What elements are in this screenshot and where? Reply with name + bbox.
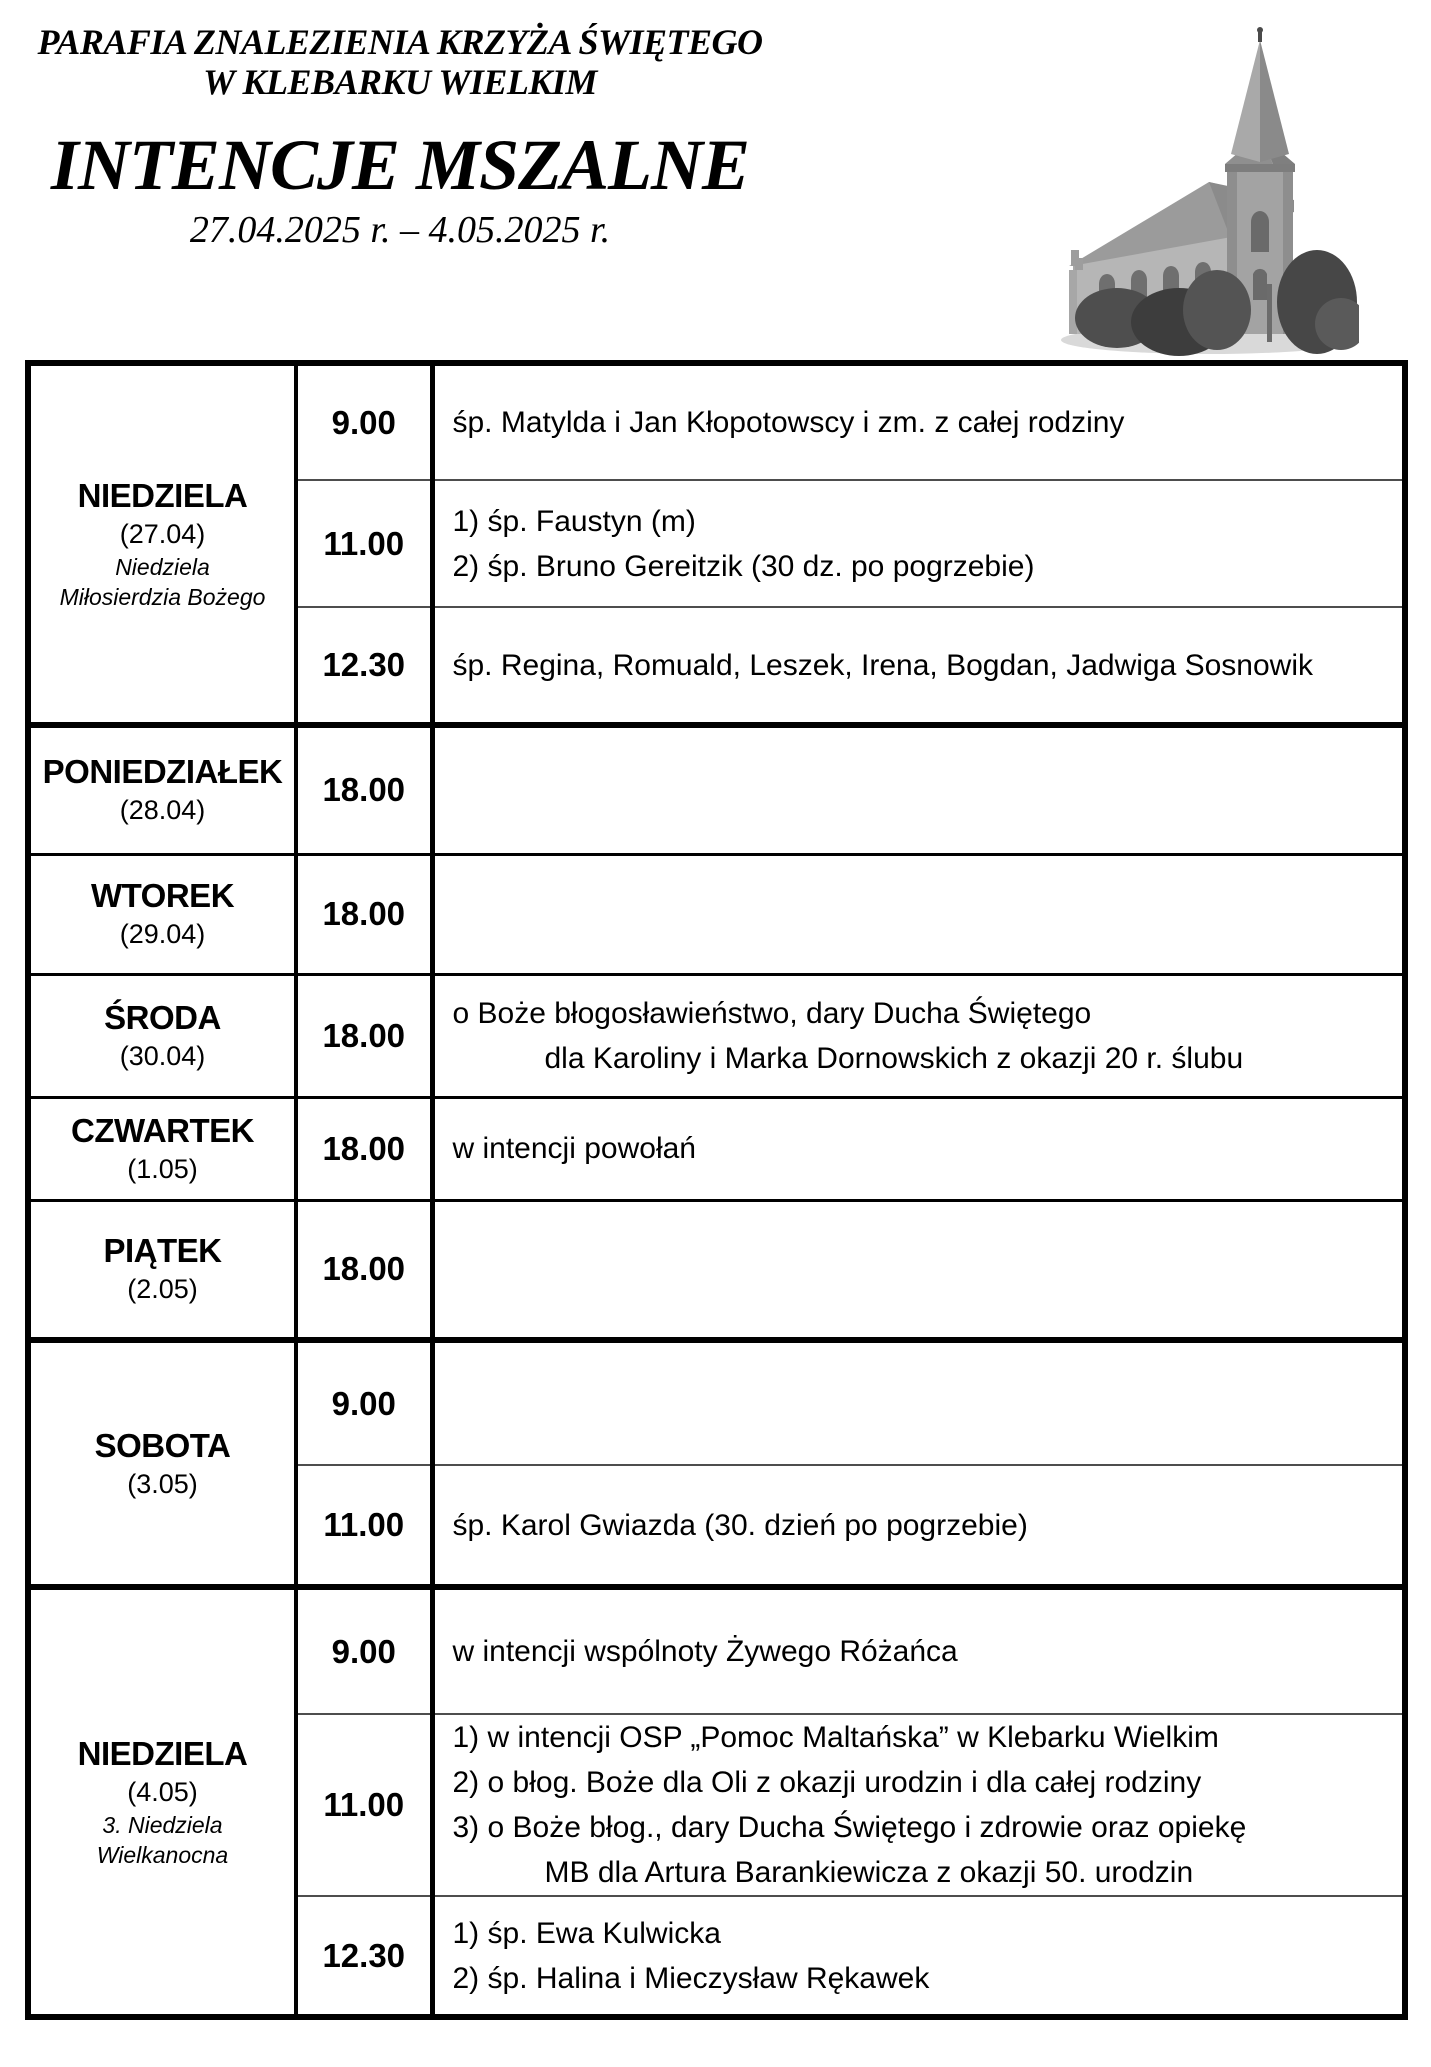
date-range: 27.04.2025 r. – 4.05.2025 r. <box>189 209 611 251</box>
page-title: INTENCJE MSZALNE <box>50 125 750 205</box>
intention-line: 1) śp. Faustyn (m) <box>452 504 696 538</box>
intention-cell <box>432 1340 1405 1465</box>
table-row <box>28 854 1405 974</box>
day-cell-poniedzialek <box>28 725 296 854</box>
day-name: PONIEDZIAŁEK <box>42 753 283 791</box>
intention-line: śp. Matylda i Jan Kłopotowscy i zm. z całej rodziny <box>452 406 1125 439</box>
intention-cell <box>432 1587 1405 1714</box>
table-row <box>28 974 1405 1097</box>
intention-cell <box>432 725 1405 854</box>
day-name: CZWARTEK <box>71 1111 254 1149</box>
table-row <box>28 1200 1405 1340</box>
church-photo <box>1059 22 1359 357</box>
church-photo-image <box>1059 22 1359 357</box>
intention-line: śp. Karol Gwiazda (30. dzień po pogrzebie) <box>452 1508 1028 1542</box>
intention-line: 3) o Boże błog., dary Ducha Świętego i zdrowie oraz opiekę <box>452 1811 1247 1844</box>
day-date: (1.05) <box>127 1153 198 1184</box>
day-cell-piatek <box>28 1200 296 1340</box>
day-subtitle-line: Miłosierdzia Bożego <box>59 584 266 610</box>
intention-line: 2) śp. Bruno Gereitzik (30 dz. po pogrzebie) <box>452 549 1035 583</box>
time-cell: 11.00 <box>296 1465 432 1587</box>
day-subtitle-line: 3. Niedziela <box>102 1812 223 1838</box>
intention-line: w intencji powołań <box>452 1132 696 1165</box>
intention-line: 1) śp. Ewa Kulwicka <box>452 1916 721 1950</box>
time-cell: 12.30 <box>296 607 432 725</box>
header-text-block <box>0 22 800 252</box>
day-name: WTOREK <box>90 877 235 914</box>
day-subtitle-line: Niedziela <box>115 554 210 580</box>
day-name: NIEDZIELA <box>77 1735 248 1772</box>
table-row <box>28 1340 1405 1465</box>
day-name: SOBOTA <box>94 1426 231 1464</box>
table-row <box>28 363 1405 480</box>
intention-cell <box>432 363 1405 480</box>
intention-line: 1) w intencji OSP „Pomoc Maltańska” w Klebarku Wielkim <box>452 1721 1219 1754</box>
parish-name-line2: W KLEBARKU WIELKIM <box>203 62 597 102</box>
table-row <box>28 1097 1405 1200</box>
day-cell-niedziela-2704 <box>28 363 296 725</box>
time-cell: 11.00 <box>296 480 432 607</box>
intention-line: śp. Regina, Romuald, Leszek, Irena, Bogdan, Jadwiga Sosnowik <box>452 648 1313 682</box>
schedule-table <box>25 360 1408 2020</box>
day-cell-niedziela-0405 <box>28 1587 296 2017</box>
intention-cell <box>432 480 1405 607</box>
intention-line: 2) śp. Halina i Mieczysław Rękawek <box>452 1961 930 1995</box>
day-date: (29.04) <box>119 919 206 949</box>
day-cell-wtorek <box>28 854 296 974</box>
header-image-block <box>800 22 1431 357</box>
intention-line: o Boże błogosławieństwo, dary Ducha Świętego <box>452 996 1092 1030</box>
day-date: (28.04) <box>119 795 206 826</box>
day-name: PIĄTEK <box>103 1232 222 1270</box>
day-date: (27.04) <box>119 519 206 549</box>
intention-cell <box>432 1465 1405 1587</box>
intention-cell <box>432 1097 1405 1200</box>
day-subtitle-line: Wielkanocna <box>96 1842 229 1868</box>
intention-cell <box>432 1896 1405 2017</box>
intention-cell <box>432 1714 1405 1896</box>
table-row <box>28 725 1405 854</box>
day-date: (30.04) <box>119 1040 206 1071</box>
time-cell: 9.00 <box>296 1587 432 1714</box>
intention-line: w intencji wspólnoty Żywego Różańca <box>452 1635 958 1668</box>
parish-name-line1: PARAFIA ZNALEZIENIA KRZYŻA ŚWIĘTEGO <box>37 22 763 62</box>
time-cell: 9.00 <box>296 1340 432 1465</box>
day-cell-sobota <box>28 1340 296 1587</box>
time-cell: 9.00 <box>296 363 432 480</box>
table-row <box>28 1587 1405 1714</box>
day-name: NIEDZIELA <box>77 477 248 514</box>
intention-line: 2) o błog. Boże dla Oli z okazji urodzin i dla całej rodziny <box>452 1766 1202 1799</box>
day-date: (4.05) <box>127 1777 198 1807</box>
day-cell-czwartek <box>28 1097 296 1200</box>
intention-cell <box>432 854 1405 974</box>
day-cell-sroda <box>28 974 296 1097</box>
day-name: ŚRODA <box>104 998 221 1036</box>
intention-line: MB dla Artura Barankiewicza z okazji 50. urodzin <box>544 1856 1194 1889</box>
time-cell: 18.00 <box>296 1200 432 1340</box>
time-cell: 18.00 <box>296 974 432 1097</box>
day-date: (3.05) <box>127 1468 198 1499</box>
time-cell: 18.00 <box>296 725 432 854</box>
time-cell: 18.00 <box>296 1097 432 1200</box>
intention-cell <box>432 974 1405 1097</box>
day-date: (2.05) <box>127 1274 198 1305</box>
intention-cell <box>432 607 1405 725</box>
time-cell: 12.30 <box>296 1896 432 2017</box>
header <box>0 0 1431 360</box>
intention-cell <box>432 1200 1405 1340</box>
time-cell: 11.00 <box>296 1714 432 1896</box>
time-cell: 18.00 <box>296 854 432 974</box>
intention-line: dla Karoliny i Marka Dornowskich z okazji 20 r. ślubu <box>544 1041 1244 1075</box>
